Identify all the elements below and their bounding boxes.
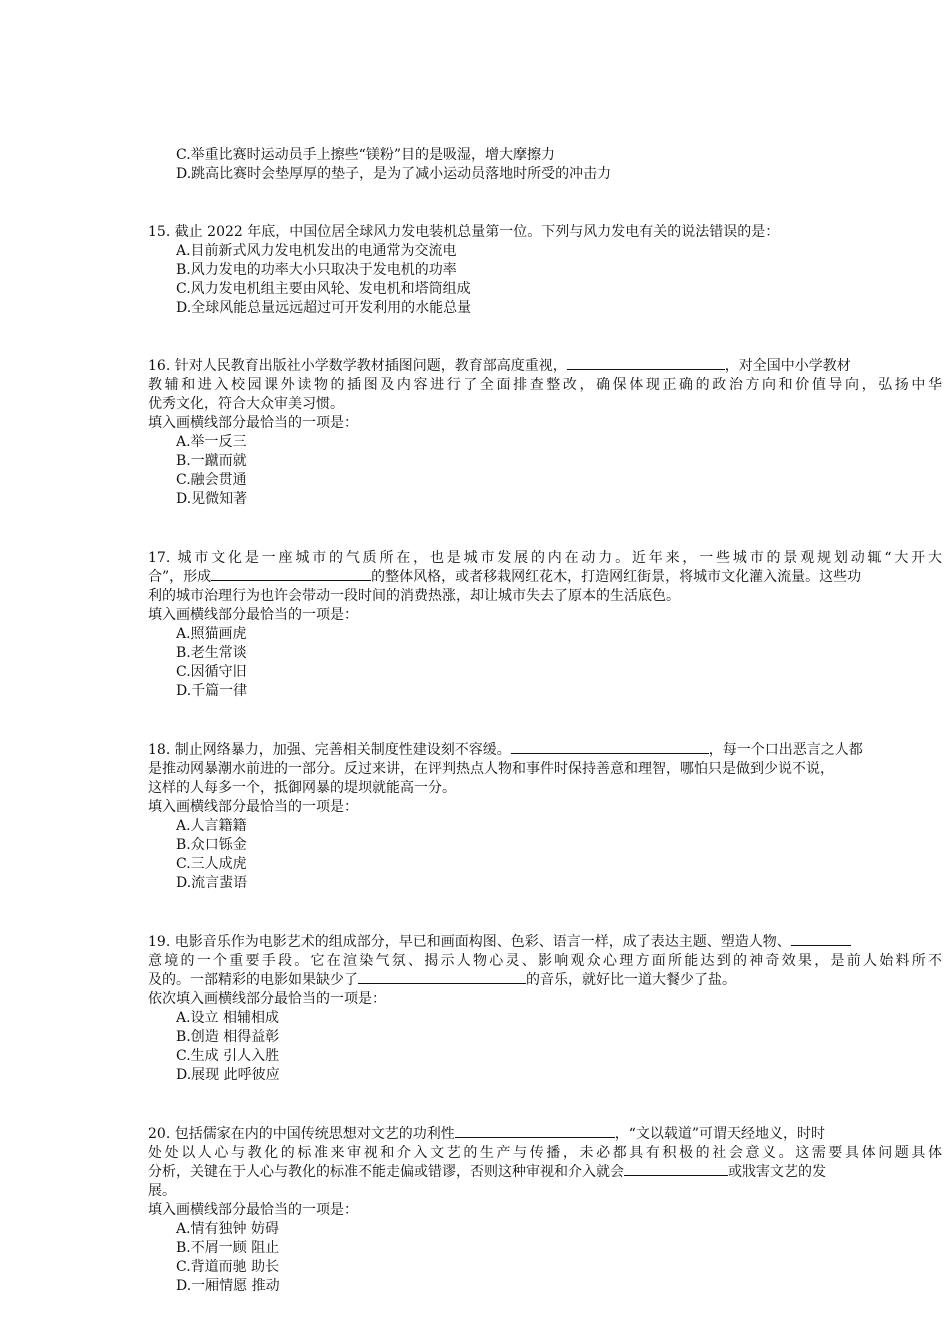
q20-option-a: A.情有独钟 妨碍 <box>176 1221 280 1237</box>
q18-text-1b: ，每一个口出恶言之人都 <box>708 742 863 758</box>
q17-option-a: A.照猫画虎 <box>176 626 247 642</box>
q18-text-1a: 18. 制止网络暴力，加强、完善相关制度性建设刻不容缓。 <box>148 742 511 758</box>
q16-option-a: A.举一反三 <box>176 434 247 450</box>
q14-option-c: C.举重比赛时运动员手上擦些“镁粉”目的是吸湿，增大摩擦力 <box>176 147 555 163</box>
q20-option-b: B.不屑一顾 阻止 <box>176 1240 280 1256</box>
q17-option-c: C.因循守旧 <box>176 664 247 680</box>
q16-line-3: 优秀文化，符合大众审美习惯。 <box>148 396 344 412</box>
q15-option-a: A.目前新式风力发电机发出的电通常为交流电 <box>176 243 457 259</box>
q19-option-a: A.设立 相辅相成 <box>176 1010 280 1026</box>
q19-blank-1 <box>791 933 851 946</box>
q16-line-1 <box>148 357 942 376</box>
q20-line-3 <box>148 1163 942 1182</box>
q16-blank <box>567 357 725 370</box>
q15-option-d: D.全球风能总量远远超过可开发利用的水能总量 <box>176 300 472 316</box>
q16-prompt: 填入画横线部分最恰当的一项是： <box>148 415 358 431</box>
q16-text-1b: ，对全国中小学教材 <box>724 358 851 374</box>
q17-option-b: B.老生常谈 <box>176 645 247 661</box>
q20-option-c: C.背道而驰 助长 <box>176 1259 280 1275</box>
q19-option-c: C.生成 引人入胜 <box>176 1048 280 1064</box>
q20-text-1b: ，“文以载道”可谓天经地义，时时 <box>614 1126 826 1142</box>
q20-line-2: 处处以人心与教化的标准来审视和介入文艺的生产与传播，未必都具有积极的社会意义。这需要具体问题具体 <box>148 1145 942 1161</box>
q20-text-3a: 分析，关键在于人心与教化的标准不能走偏或错谬，否则这种审视和介入就会 <box>148 1164 624 1180</box>
q17-prompt: 填入画横线部分最恰当的一项是： <box>148 607 358 623</box>
q17-line-2 <box>148 568 942 587</box>
q20-text-3b: 或戕害文艺的发 <box>728 1164 826 1180</box>
q18-option-b: B.众口铄金 <box>176 837 247 853</box>
q18-prompt: 填入画横线部分最恰当的一项是： <box>148 799 358 815</box>
q19-prompt: 依次填入画横线部分最恰当的一项是： <box>148 991 386 1007</box>
q14-option-d: D.跳高比赛时会垫厚厚的垫子，是为了减小运动员落地时所受的冲击力 <box>176 166 612 182</box>
q16-text-1a: 16. 针对人民教育出版社小学数学教材插图问题，教育部高度重视， <box>148 358 567 374</box>
q15-stem: 15. 截止 2022 年底，中国位居全球风力发电装机总量第一位。下列与风力发电有关的说法错误的是： <box>148 224 780 240</box>
q16-option-d: D.见微知著 <box>176 491 248 507</box>
question-17 <box>148 549 942 701</box>
question-14-tail <box>148 146 942 184</box>
q17-text-2b: 的整体风格，或者移栽网红花木，打造网红街景，将城市文化灌入流量。这些功 <box>371 569 862 585</box>
q17-blank <box>211 568 371 581</box>
question-15 <box>148 223 942 318</box>
q17-line-3: 利的城市治理行为也许会带动一段时间的消费热涨，却让城市失去了原本的生活底色。 <box>148 588 680 604</box>
q19-text-3a: 及的。一部精彩的电影如果缺少了 <box>148 972 358 988</box>
q20-line-4: 展。 <box>148 1183 176 1199</box>
q16-line-2: 教辅和进入校园课外读物的插图及内容进行了全面排查整改，确保体现正确的政治方向和价值导向，弘扬中华 <box>148 377 942 393</box>
q17-option-d: D.千篇一律 <box>176 683 248 699</box>
question-20 <box>148 1125 942 1296</box>
q15-option-c: C.风力发电机组主要由风轮、发电机和塔筒组成 <box>176 281 471 297</box>
q15-option-b: B.风力发电的功率大小只取决于发电机的功率 <box>176 262 457 278</box>
q16-option-c: C.融会贯通 <box>176 472 247 488</box>
q19-option-b: B.创造 相得益彰 <box>176 1029 280 1045</box>
q19-line-2: 意境的一个重要手段。它在渲染气氛、揭示人物心灵、影响观众心理方面所能达到的神奇效果，是前人始料所不 <box>148 953 942 969</box>
q18-option-d: D.流言蜚语 <box>176 875 248 891</box>
q18-line-1 <box>148 741 942 760</box>
q20-text-1a: 20. 包括儒家在内的中国传统思想对文艺的功利性 <box>148 1126 455 1142</box>
q17-line-1: 17. 城市文化是一座城市的气质所在，也是城市发展的内在动力。近年来，一些城市的景观规划动辄“大开大 <box>148 550 942 566</box>
q18-line-3: 这样的人每多一个，抵御网暴的堤坝就能高一分。 <box>148 780 456 796</box>
q20-blank-1 <box>455 1125 615 1138</box>
question-18 <box>148 741 942 893</box>
q19-line-3 <box>148 971 942 990</box>
q16-option-b: B.一蹴而就 <box>176 453 247 469</box>
q20-line-1 <box>148 1125 942 1144</box>
q18-option-c: C.三人成虎 <box>176 856 247 872</box>
q20-option-d: D.一厢情愿 推动 <box>176 1278 280 1294</box>
q19-text-3b: 的音乐，就好比一道大餐少了盐。 <box>526 972 736 988</box>
question-19 <box>148 933 942 1085</box>
q20-prompt: 填入画横线部分最恰当的一项是： <box>148 1202 358 1218</box>
q17-text-2a: 合”，形成 <box>148 569 212 585</box>
question-16 <box>148 357 942 509</box>
q19-text-1a: 19. 电影音乐作为电影艺术的组成部分，早已和画面构图、色彩、语言一样，成了表达主题、塑造人物、 <box>148 934 791 950</box>
q18-blank <box>511 741 709 754</box>
q19-blank-2 <box>358 971 526 984</box>
q18-line-2: 是推动网暴潮水前进的一部分。反过来讲，在评判热点人物和事件时保持善意和理智，哪怕只是做到少说不说， <box>148 761 834 777</box>
q19-option-d: D.展现 此呼彼应 <box>176 1067 280 1083</box>
q19-line-1 <box>148 933 942 952</box>
q20-blank-2 <box>624 1163 728 1176</box>
q18-option-a: A.人言籍籍 <box>176 818 247 834</box>
